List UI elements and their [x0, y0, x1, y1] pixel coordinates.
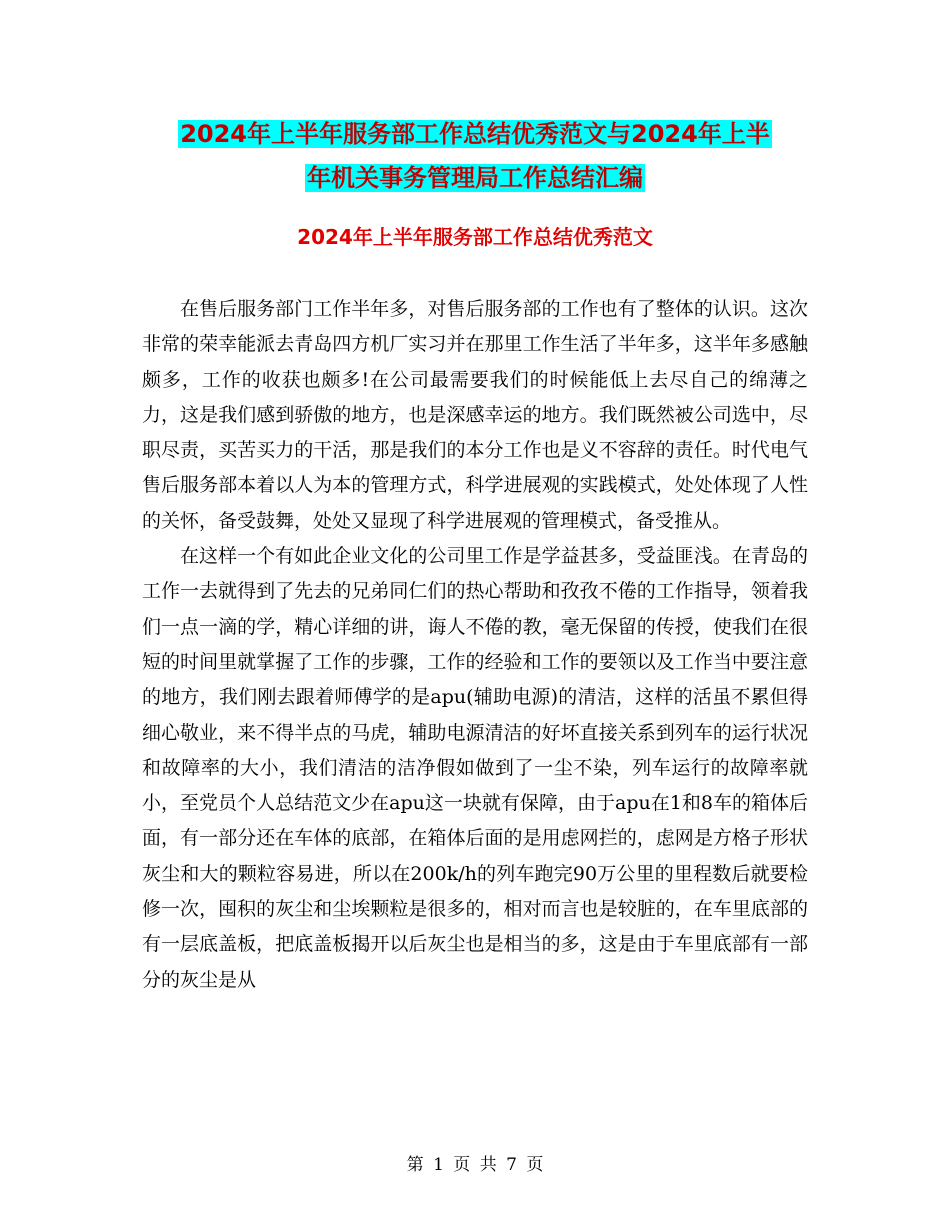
document-title: [0, 112, 950, 200]
document-title-line-2: 年机关事务管理局工作总结汇编: [307, 164, 643, 192]
section-title: 2024年上半年服务部工作总结优秀范文: [297, 225, 653, 249]
paragraph-2: 在这样一个有如此企业文化的公司里工作是学益甚多，受益匪浅。在青岛的工作一去就得到了先去的兄弟同仁们的热心帮助和孜孜不倦的工作指导，领着我们一点一滴的学，精心详细的讲，诲人不倦的教，毫无保留的传授，使我们在很短的时间里就掌握了工作的步骤，工作的经验和工作的要领以及工作当中要注意的地方，我们刚去跟着师傅学的是apu(辅助电源)的清洁，这样的活虽不累但得细心敬业，来不得半点的马虎，辅助电源清洁的好坏直接关系到列车的运行状况和故障率的大小，我们清洁的洁净假如做到了一尘不染，列车运行的故障率就小，至党员个人总结范文少在apu这一块就有保障，由于apu在1和8车的箱体后面，有一部分还在车体的底部，在箱体后面的是用虑网拦的，虑网是方格子形状灰尘和大的颗粒容易进，所以在200k/h的列车跑完90万公里的里程数后就要检修一次，囤积的灰尘和尘埃颗粒是很多的，相对而言也是较脏的，在车里底部的有一层底盖板，把底盖板揭开以后灰尘也是相当的多，这是由于车里底部有一部分的灰尘是从: [142, 545, 808, 991]
body-text: [142, 292, 808, 998]
page-footer: 第 1 页 共 7 页: [406, 1155, 544, 1175]
paragraph-1: 在售后服务部门工作半年多，对售后服务部的工作也有了整体的认识。这次非常的荣幸能派去青岛四方机厂实习并在那里工作生活了半年多，这半年多感触颇多，工作的收获也颇多!在公司最需要我们的时候能低上去尽自己的绵薄之力，这是我们感到骄傲的地方，也是深感幸运的地方。我们既然被公司选中，尽职尽责，买苦买力的干活，那是我们的本分工作也是义不容辞的责任。时代电气售后服务部本着以人为本的管理方式，科学进展观的实践模式，处处体现了人性的关怀，备受鼓舞，处处又显现了科学进展观的管理模式，备受推从。: [142, 298, 808, 532]
document-title-line-1: 2024年上半年服务部工作总结优秀范文与2024年上半: [180, 120, 770, 148]
